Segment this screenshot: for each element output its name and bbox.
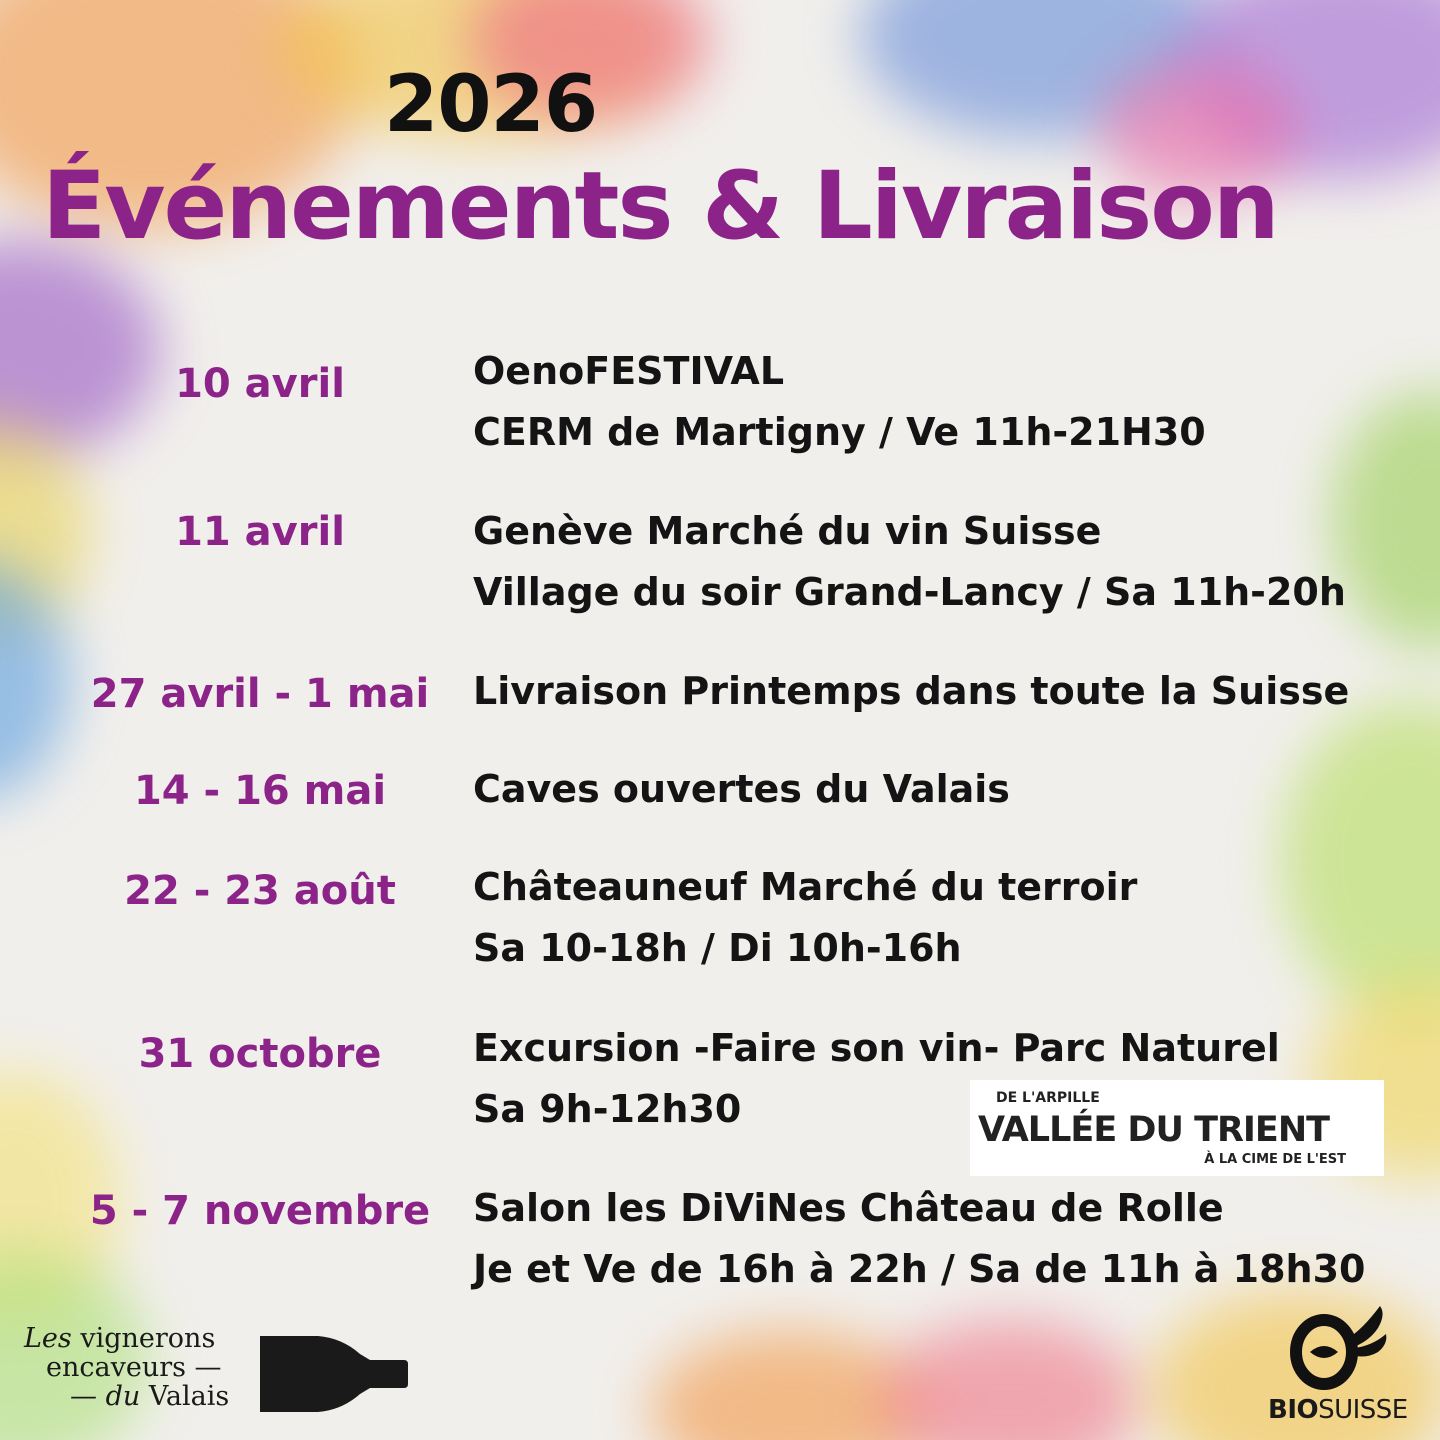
event-title: Caves ouvertes du Valais <box>473 767 1010 811</box>
vignerons-encaveurs-logo <box>24 1324 249 1411</box>
vallee-du-trient-logo-main: VALLÉE DU TRIENT <box>978 1110 1329 1150</box>
event-title: OenoFESTIVAL <box>473 349 785 393</box>
vignerons-logo-text: Les <box>24 1323 72 1354</box>
year-heading: 2026 <box>384 60 598 150</box>
event-details: Sa 10-18h / Di 10h-16h <box>473 926 962 970</box>
vignerons-logo-text: vignerons <box>80 1323 216 1354</box>
event-details: CERM de Martigny / Ve 11h-21H30 <box>473 410 1206 454</box>
biosuisse-logo <box>1262 1300 1422 1424</box>
event-date: 5 - 7 novembre <box>89 1188 431 1234</box>
biosuisse-bio: BIO <box>1268 1395 1319 1425</box>
event-title: Excursion -Faire son vin- Parc Naturel <box>473 1026 1280 1070</box>
event-title: Genève Marché du vin Suisse <box>473 509 1102 553</box>
event-date: 14 - 16 mai <box>133 768 387 814</box>
event-title: Livraison Printemps dans toute la Suisse <box>473 669 1350 713</box>
vignerons-logo-text: — du <box>70 1381 141 1413</box>
vignerons-logo-text: encaveurs — <box>46 1352 222 1384</box>
vallee-du-trient-logo-top: DE L'ARPILLE <box>996 1090 1100 1106</box>
event-date: 27 avril - 1 mai <box>90 671 430 717</box>
vallee-du-trient-logo <box>970 1080 1384 1176</box>
bud-icon <box>1262 1300 1422 1395</box>
event-date: 31 octobre <box>138 1031 382 1077</box>
event-date: 11 avril <box>175 509 345 555</box>
event-details: Village du soir Grand-Lancy / Sa 11h-20h <box>473 570 1346 614</box>
event-title: Salon les DiViNes Château de Rolle <box>473 1186 1224 1230</box>
event-title: Châteauneuf Marché du terroir <box>473 865 1138 909</box>
page-title: Événements & Livraison <box>42 152 1278 261</box>
event-details: Je et Ve de 16h à 22h / Sa de 11h à 18h30 <box>473 1247 1366 1291</box>
event-date: 10 avril <box>175 361 345 407</box>
wine-bottle-icon <box>258 1334 410 1414</box>
event-date: 22 - 23 août <box>124 868 396 914</box>
event-details: Sa 9h-12h30 <box>473 1087 742 1131</box>
vallee-du-trient-logo-sub: À LA CIME DE L'EST <box>1204 1152 1346 1167</box>
vignerons-logo-text: Valais <box>148 1381 230 1413</box>
biosuisse-suisse: SUISSE <box>1318 1395 1408 1425</box>
